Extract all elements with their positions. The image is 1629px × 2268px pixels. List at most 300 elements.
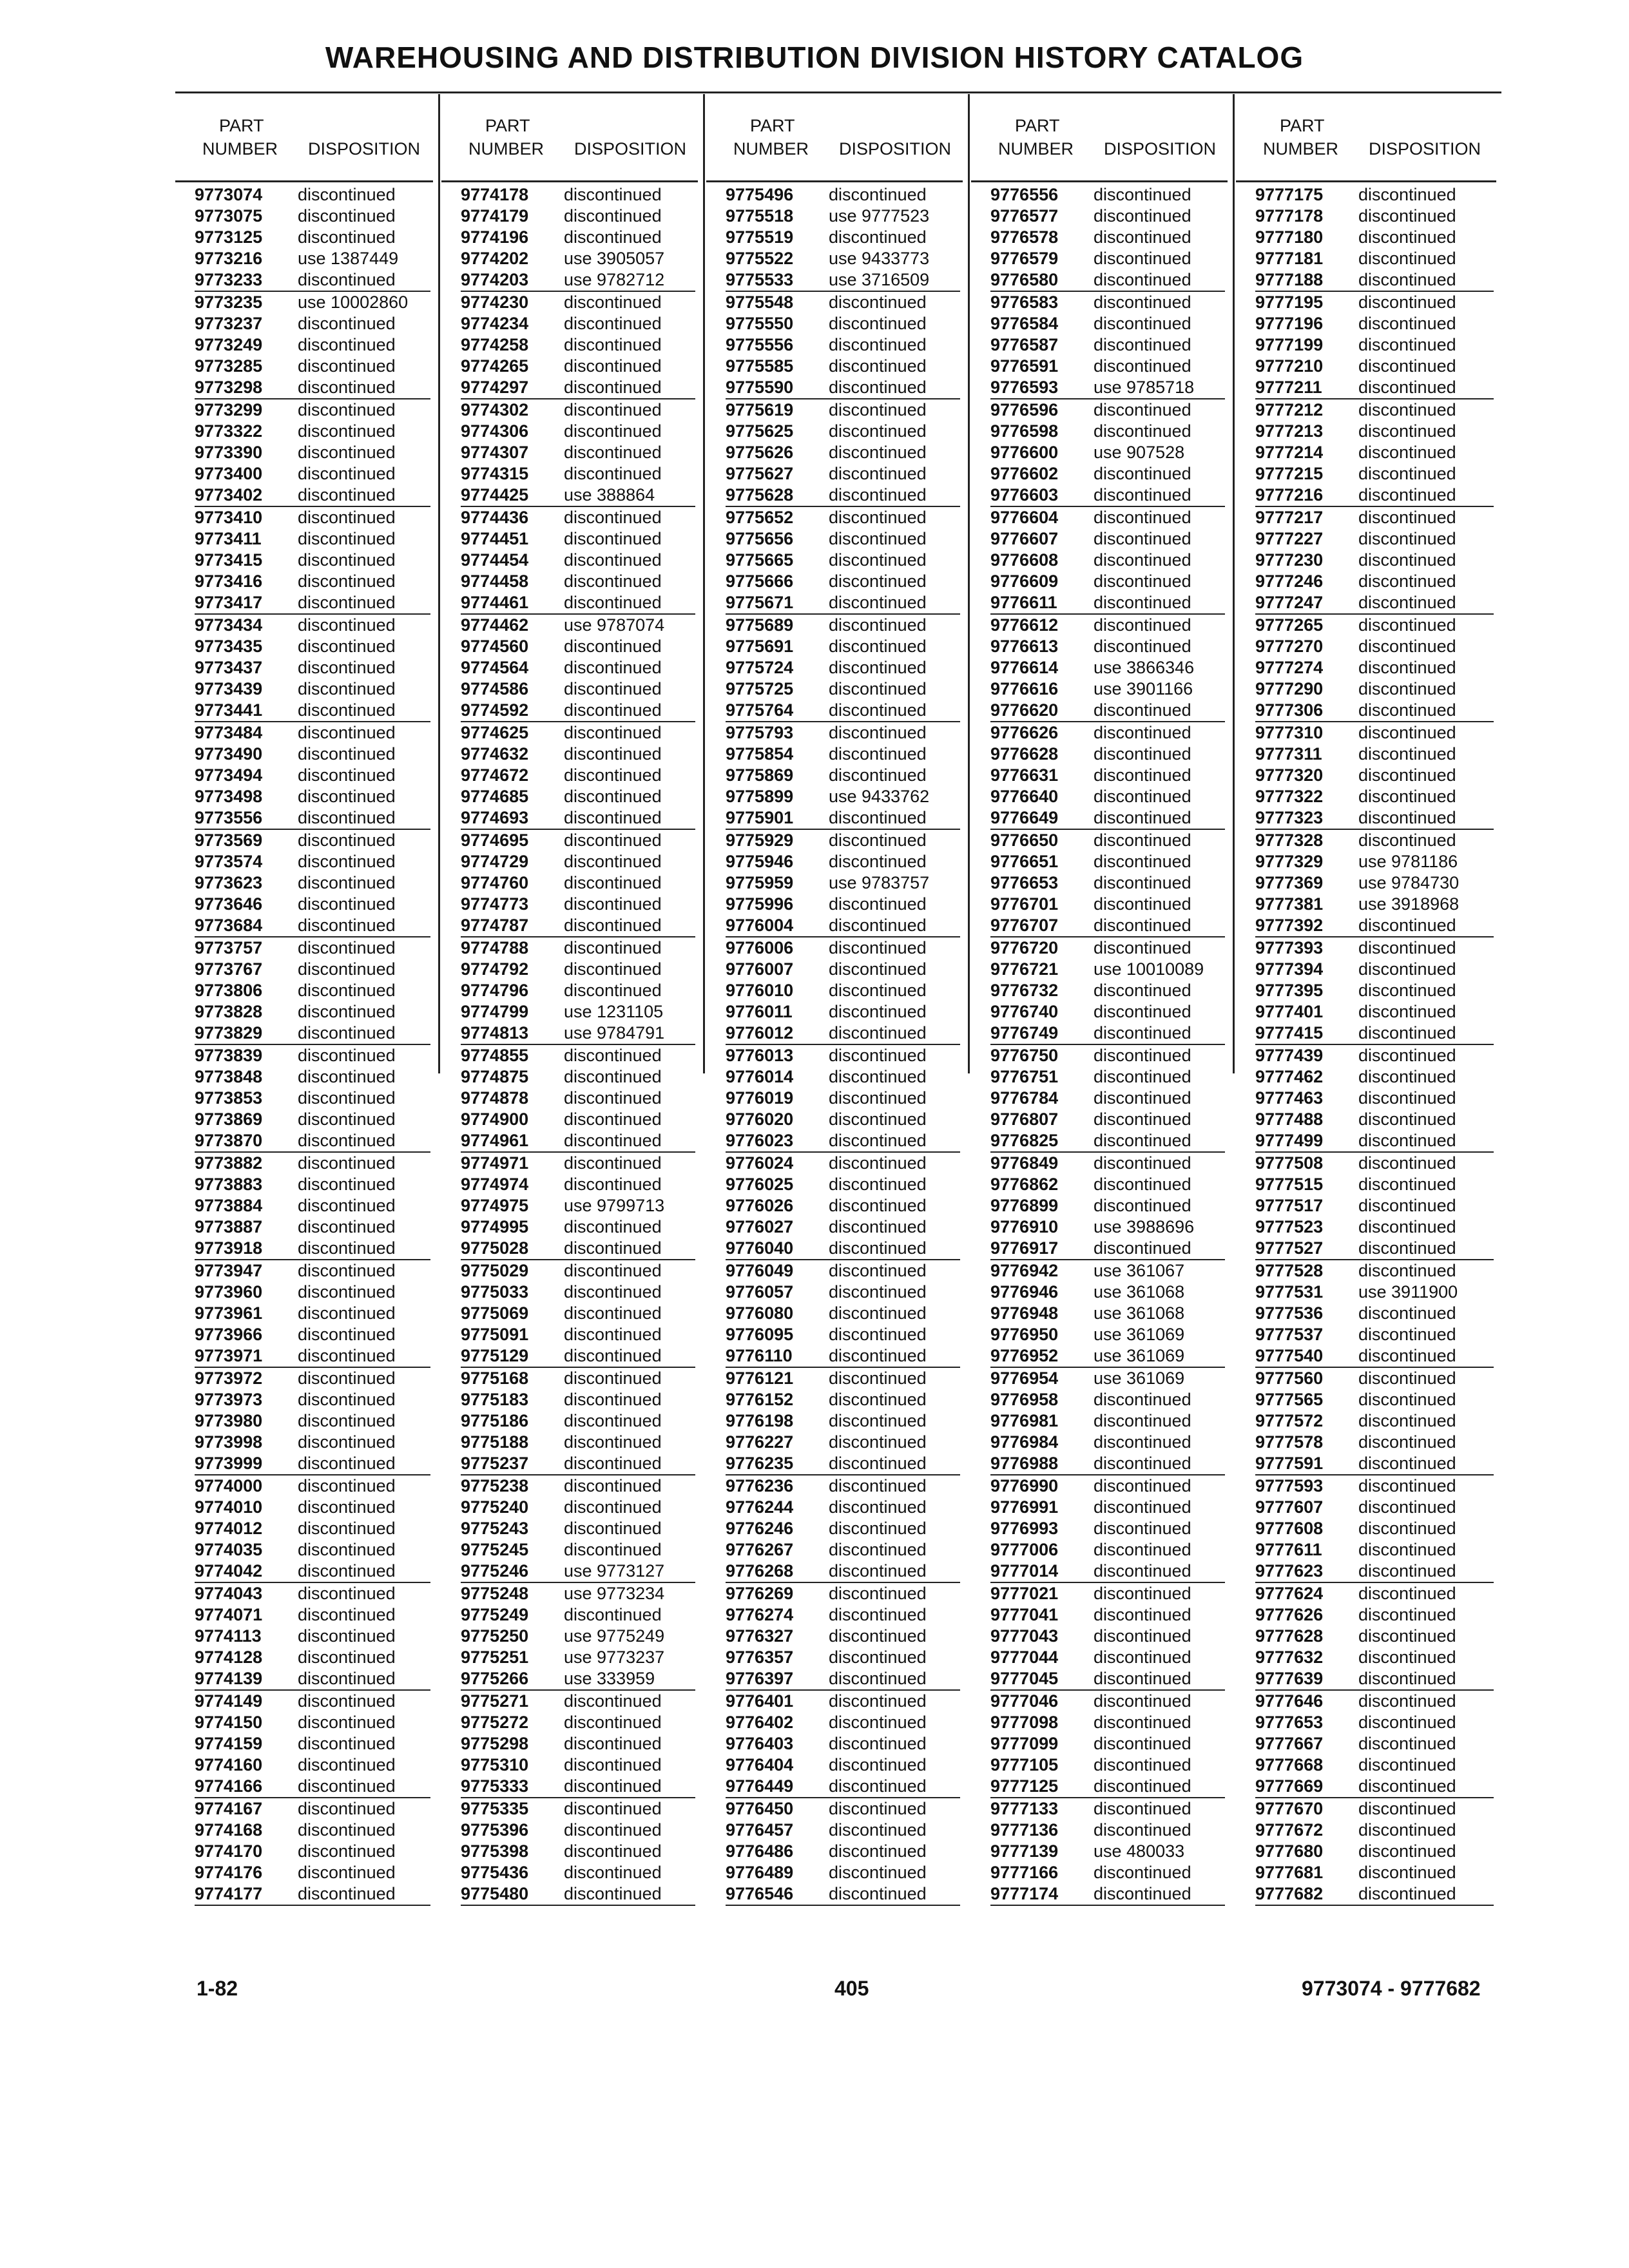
part-number: 9773887 (195, 1217, 263, 1236)
part-number: 9776910 (990, 1217, 1059, 1236)
part-number: 9776952 (990, 1346, 1059, 1365)
disposition: discontinued (1358, 1390, 1456, 1409)
disposition: discontinued (564, 356, 662, 376)
part-number: 9777653 (1255, 1713, 1324, 1732)
part-number: 9776019 (726, 1088, 794, 1108)
part-number: 9773411 (195, 529, 262, 548)
disposition: discontinued (1094, 1067, 1191, 1086)
table-row (726, 1345, 960, 1368)
disposition: discontinued (1094, 1884, 1191, 1903)
part-number: 9774071 (195, 1605, 263, 1624)
table-row (461, 399, 695, 421)
part-number: 9774150 (195, 1713, 263, 1732)
table-row (990, 1754, 1225, 1776)
table-row (1255, 1497, 1494, 1518)
disposition: discontinued (564, 1734, 662, 1753)
table-row (195, 507, 430, 528)
table-row (195, 980, 430, 1001)
disposition: discontinued (564, 1476, 662, 1495)
disposition: discontinued (1094, 1153, 1191, 1173)
disposition: discontinued (298, 1153, 396, 1173)
disposition: discontinued (1358, 1261, 1456, 1280)
part-number: 9773646 (195, 894, 263, 914)
table-row (461, 528, 695, 550)
disposition: discontinued (298, 1411, 396, 1430)
disposition: discontinued (564, 831, 662, 850)
disposition: discontinued (298, 1238, 396, 1258)
part-number: 9775764 (726, 700, 794, 720)
disposition: discontinued (829, 1841, 927, 1861)
disposition: discontinued (298, 744, 396, 764)
disposition: discontinued (298, 1325, 396, 1344)
disposition: discontinued (829, 1648, 927, 1667)
disposition: discontinued (1094, 1584, 1191, 1603)
part-number: 9777329 (1255, 852, 1324, 871)
table-row (1255, 1410, 1494, 1432)
part-number: 9773839 (195, 1046, 263, 1065)
disposition: discontinued (829, 981, 927, 1000)
table-row (1255, 678, 1494, 700)
disposition: discontinued (829, 1497, 927, 1517)
table-row (990, 292, 1225, 313)
disposition: discontinued (1358, 293, 1456, 312)
part-number: 9774265 (461, 356, 529, 376)
disposition: use 9783757 (829, 873, 930, 892)
disposition: discontinued (1358, 679, 1456, 698)
part-number: 9774961 (461, 1131, 529, 1150)
disposition: discontinued (829, 615, 927, 635)
catalog-title: WAREHOUSING AND DISTRIBUTION DIVISION HISTORY CATALOG (325, 41, 1304, 74)
disposition: use 9785718 (1094, 378, 1195, 397)
table-row (1255, 463, 1494, 485)
disposition: discontinued (564, 1820, 662, 1840)
disposition: discontinued (298, 916, 396, 935)
part-number: 9776732 (990, 981, 1059, 1000)
part-number: 9775310 (461, 1755, 529, 1774)
part-number: 9776027 (726, 1217, 794, 1236)
part-number: 9773484 (195, 723, 263, 742)
part-number: 9774451 (461, 529, 529, 548)
table-row (990, 980, 1225, 1001)
header-part: PART (485, 116, 530, 135)
table-row (726, 1497, 960, 1518)
part-number: 9776942 (990, 1261, 1059, 1280)
disposition: discontinued (829, 529, 927, 548)
part-number: 9776640 (990, 787, 1059, 806)
disposition: use 361067 (1094, 1261, 1185, 1280)
disposition: use 9773234 (564, 1584, 665, 1603)
disposition: discontinued (1094, 1390, 1191, 1409)
column-header (174, 94, 438, 178)
table-row (1255, 592, 1494, 615)
disposition: discontinued (1358, 1131, 1456, 1150)
part-number: 9776012 (726, 1023, 794, 1043)
part-number: 9777125 (990, 1776, 1059, 1796)
disposition: discontinued (298, 485, 396, 505)
part-number: 9777045 (990, 1669, 1059, 1688)
part-number: 9776981 (990, 1411, 1059, 1430)
part-number: 9775188 (461, 1432, 529, 1452)
disposition: discontinued (564, 1238, 662, 1258)
table-row (195, 399, 430, 421)
table-row (726, 1432, 960, 1453)
table-row (461, 1023, 695, 1045)
disposition: discontinued (564, 1282, 662, 1302)
disposition: discontinued (564, 852, 662, 871)
part-number: 9776236 (726, 1476, 794, 1495)
disposition: discontinued (564, 1110, 662, 1129)
table-row (461, 722, 695, 744)
disposition: discontinued (1094, 1046, 1191, 1065)
table-row (461, 1668, 695, 1691)
table-row (461, 1518, 695, 1539)
table-row (461, 1561, 695, 1583)
disposition: discontinued (829, 1584, 927, 1603)
table-row (1255, 1647, 1494, 1668)
header-part: PART (1015, 116, 1060, 135)
table-row (195, 1518, 430, 1539)
table-row (990, 1626, 1225, 1647)
disposition: discontinued (298, 1691, 396, 1711)
disposition: discontinued (1094, 1110, 1191, 1129)
part-number: 9777488 (1255, 1110, 1324, 1129)
disposition: discontinued (1358, 1454, 1456, 1473)
part-number: 9777311 (1255, 744, 1322, 764)
part-number: 9776740 (990, 1002, 1059, 1021)
disposition: discontinued (298, 894, 396, 914)
table-row (990, 399, 1225, 421)
part-number: 9777682 (1255, 1884, 1324, 1903)
part-number: 9775398 (461, 1841, 529, 1861)
table-row (1255, 248, 1494, 269)
disposition: discontinued (298, 529, 396, 548)
table-row (990, 851, 1225, 872)
table-row (461, 1345, 695, 1368)
part-number: 9776025 (726, 1175, 794, 1194)
disposition: use 9781186 (1358, 852, 1458, 871)
disposition: discontinued (1358, 464, 1456, 483)
table-row (461, 615, 695, 636)
part-number: 9776609 (990, 572, 1059, 591)
part-number: 9777672 (1255, 1820, 1324, 1840)
table-row (990, 615, 1225, 636)
part-number: 9776749 (990, 1023, 1059, 1043)
table-row (1255, 700, 1494, 722)
part-number: 9776584 (990, 314, 1059, 333)
table-row (1255, 1045, 1494, 1066)
disposition: discontinued (829, 852, 927, 871)
table-row (1255, 1282, 1494, 1303)
catalog-column-5 (1235, 94, 1501, 1903)
disposition: discontinued (1358, 508, 1456, 527)
table-row (1255, 1368, 1494, 1389)
table-row (195, 830, 430, 851)
disposition: discontinued (829, 831, 927, 850)
disposition: discontinued (564, 894, 662, 914)
part-number: 9776614 (990, 658, 1059, 677)
table-row (195, 292, 430, 313)
table-row (195, 1195, 430, 1216)
table-row (1255, 1153, 1494, 1174)
disposition: discontinued (564, 1261, 662, 1280)
table-row (1255, 1109, 1494, 1130)
part-number: 9774787 (461, 916, 529, 935)
table-row (1255, 1260, 1494, 1282)
part-number: 9773441 (195, 700, 263, 720)
part-number: 9774166 (195, 1776, 263, 1796)
header-disposition: DISPOSITION (308, 139, 421, 159)
disposition: discontinued (829, 356, 927, 376)
disposition: discontinued (829, 1540, 927, 1559)
table-row (1255, 507, 1494, 528)
disposition: discontinued (298, 1734, 396, 1753)
part-number: 9773870 (195, 1131, 263, 1150)
table-row (726, 830, 960, 851)
disposition: discontinued (1358, 1561, 1456, 1581)
header-rule (1236, 180, 1496, 182)
table-row (726, 1820, 960, 1841)
part-number: 9775091 (461, 1325, 529, 1344)
disposition: discontinued (298, 1713, 396, 1732)
disposition: discontinued (1358, 1067, 1456, 1086)
header-number: NUMBER (202, 139, 278, 159)
disposition: discontinued (564, 1540, 662, 1559)
table-row (1255, 786, 1494, 807)
table-row (990, 830, 1225, 851)
table-row (461, 550, 695, 571)
part-number: 9775724 (726, 658, 794, 677)
table-row (461, 1862, 695, 1883)
table-row (195, 1733, 430, 1754)
table-row (726, 1303, 960, 1324)
table-row (1255, 421, 1494, 442)
part-number: 9776403 (726, 1734, 794, 1753)
part-number: 9777540 (1255, 1346, 1324, 1365)
table-row (195, 915, 430, 937)
part-number: 9776110 (726, 1346, 793, 1365)
disposition: discontinued (298, 1067, 396, 1086)
table-row (195, 1475, 430, 1497)
part-number: 9775585 (726, 356, 794, 376)
part-number: 9773806 (195, 981, 263, 1000)
disposition: discontinued (1358, 529, 1456, 548)
table-row (726, 959, 960, 980)
disposition: discontinued (1094, 1626, 1191, 1646)
disposition: discontinued (298, 1432, 396, 1452)
disposition: discontinued (829, 1755, 927, 1774)
table-row (195, 269, 430, 292)
part-number: 9777247 (1255, 593, 1324, 612)
disposition: discontinued (829, 1691, 927, 1711)
table-row (461, 744, 695, 765)
table-row (1255, 1345, 1494, 1368)
disposition: discontinued (829, 550, 927, 570)
part-number: 9776600 (990, 443, 1059, 462)
table-row (195, 1216, 430, 1238)
table-row (990, 1303, 1225, 1324)
table-row (726, 744, 960, 765)
part-number: 9775996 (726, 894, 794, 914)
disposition: discontinued (1358, 959, 1456, 979)
part-number: 9774258 (461, 335, 529, 354)
header-part: PART (219, 116, 264, 135)
disposition: discontinued (564, 508, 662, 527)
part-number: 9777632 (1255, 1648, 1324, 1667)
table-row (990, 248, 1225, 269)
disposition: discontinued (1094, 1734, 1191, 1753)
part-number: 9773075 (195, 206, 263, 226)
part-number: 9776227 (726, 1432, 794, 1452)
part-number: 9775522 (726, 249, 794, 268)
disposition: use 3918968 (1358, 894, 1460, 914)
disposition: discontinued (829, 421, 927, 441)
part-number: 9773556 (195, 808, 263, 827)
table-row (726, 269, 960, 292)
part-number: 9777607 (1255, 1497, 1324, 1517)
table-row (726, 1754, 960, 1776)
part-number: 9777274 (1255, 658, 1324, 677)
part-number: 9774632 (461, 744, 529, 764)
disposition: discontinued (1094, 1605, 1191, 1624)
disposition: discontinued (298, 1648, 396, 1667)
footer-range: 9773074 - 9777682 (1302, 1977, 1481, 2000)
part-number: 9773074 (195, 185, 263, 204)
table-row (990, 1539, 1225, 1561)
disposition: discontinued (564, 1088, 662, 1108)
disposition: discontinued (564, 593, 662, 612)
part-number: 9776556 (990, 185, 1059, 204)
disposition: discontinued (564, 335, 662, 354)
table-row (726, 1282, 960, 1303)
part-number: 9776991 (990, 1497, 1059, 1517)
disposition: discontinued (1358, 335, 1456, 354)
disposition: discontinued (1094, 1476, 1191, 1495)
part-number: 9773298 (195, 378, 263, 397)
table-row (1255, 851, 1494, 872)
disposition: discontinued (564, 981, 662, 1000)
disposition: discontinued (1358, 314, 1456, 333)
disposition: discontinued (1358, 1799, 1456, 1818)
part-number: 9774176 (195, 1863, 263, 1882)
table-row (461, 227, 695, 248)
disposition: discontinued (1358, 1713, 1456, 1732)
part-number: 9776721 (990, 959, 1059, 979)
disposition: use 3911900 (1358, 1282, 1458, 1302)
disposition: discontinued (829, 1799, 927, 1818)
part-number: 9773416 (195, 572, 263, 591)
part-number: 9774315 (461, 464, 529, 483)
part-number: 9777392 (1255, 916, 1324, 935)
disposition: discontinued (1358, 1540, 1456, 1559)
table-row (461, 1712, 695, 1733)
part-number: 9777593 (1255, 1476, 1324, 1495)
disposition: discontinued (829, 765, 927, 785)
table-row (990, 1260, 1225, 1282)
disposition: discontinued (1094, 831, 1191, 850)
column-divider (968, 94, 970, 1073)
part-number: 9776577 (990, 206, 1059, 226)
table-row (195, 592, 430, 615)
part-number: 9775518 (726, 206, 794, 226)
disposition: discontinued (1358, 1088, 1456, 1108)
disposition: use 9773127 (564, 1561, 665, 1581)
table-row (990, 550, 1225, 571)
disposition: discontinued (1094, 1561, 1191, 1581)
part-number: 9773494 (195, 765, 263, 785)
table-row (195, 313, 430, 334)
part-number: 9776616 (990, 679, 1059, 698)
disposition: discontinued (1094, 615, 1191, 635)
part-number: 9776607 (990, 529, 1059, 548)
table-row (1255, 1539, 1494, 1561)
table-row (195, 1798, 430, 1820)
table-row (726, 1841, 960, 1862)
table-row (726, 657, 960, 678)
disposition: discontinued (1094, 873, 1191, 892)
table-row (461, 592, 695, 615)
part-number: 9776628 (990, 744, 1059, 764)
table-row (461, 334, 695, 356)
disposition: discontinued (298, 206, 396, 226)
part-number: 9773437 (195, 658, 263, 677)
part-number: 9776593 (990, 378, 1059, 397)
table-row (1255, 1712, 1494, 1733)
part-number: 9775671 (726, 593, 794, 612)
part-number: 9773757 (195, 938, 263, 957)
part-number: 9774128 (195, 1648, 263, 1667)
table-row (726, 1712, 960, 1733)
disposition: discontinued (564, 293, 662, 312)
part-number: 9776954 (990, 1369, 1059, 1388)
part-number: 9776402 (726, 1713, 794, 1732)
table-row (990, 744, 1225, 765)
disposition: discontinued (1094, 314, 1191, 333)
disposition: discontinued (829, 916, 927, 935)
disposition: discontinued (298, 335, 396, 354)
part-number: 9776327 (726, 1626, 794, 1646)
table-row (461, 894, 695, 915)
part-number: 9776958 (990, 1390, 1059, 1409)
table-row (990, 1130, 1225, 1153)
disposition: discontinued (1358, 227, 1456, 247)
part-number: 9777369 (1255, 873, 1324, 892)
part-number: 9776024 (726, 1153, 794, 1173)
table-row (1255, 1174, 1494, 1195)
part-number: 9777395 (1255, 981, 1324, 1000)
table-row (1255, 1475, 1494, 1497)
table-row (726, 1668, 960, 1691)
table-row (1255, 1023, 1494, 1045)
part-number: 9773973 (195, 1390, 263, 1409)
table-row (726, 463, 960, 485)
table-row (195, 442, 430, 463)
table-row (461, 1045, 695, 1066)
table-row (726, 1539, 960, 1561)
table-row (990, 1153, 1225, 1174)
table-row (195, 872, 430, 894)
disposition: discontinued (1358, 1519, 1456, 1538)
part-number: 9777098 (990, 1713, 1059, 1732)
part-number: 9773216 (195, 249, 263, 268)
disposition: discontinued (298, 400, 396, 419)
disposition: discontinued (1358, 249, 1456, 268)
disposition: discontinued (564, 1067, 662, 1086)
top-rule (175, 91, 1501, 93)
part-number: 9777565 (1255, 1390, 1324, 1409)
disposition: use 1231105 (564, 1002, 664, 1021)
part-number: 9777133 (990, 1799, 1059, 1818)
part-number: 9776152 (726, 1390, 794, 1409)
